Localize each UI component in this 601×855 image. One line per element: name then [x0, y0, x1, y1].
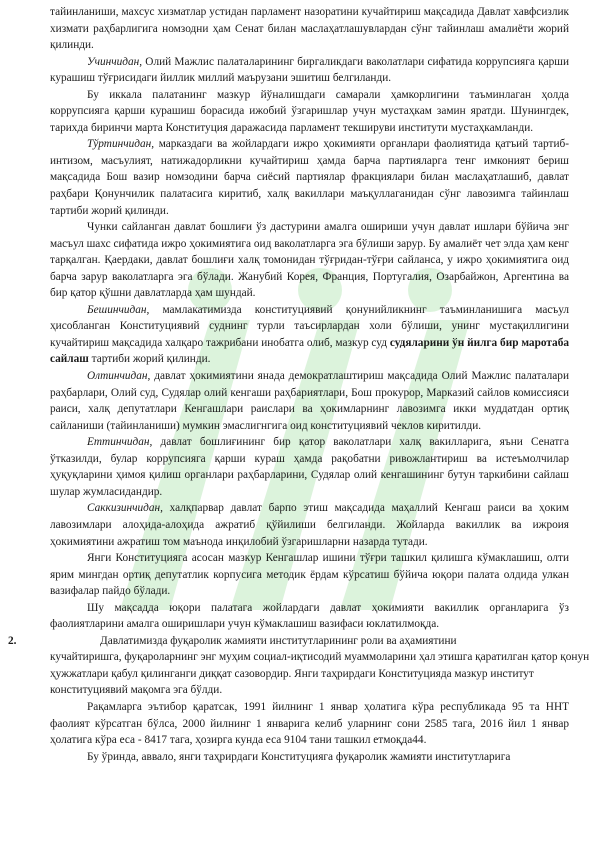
- paragraph: Учинчидан, Олий Мажлис палаталарининг биргаликдаги ваколатлари сифатида коррупсияга қарши курашиш тўғрисидаги йиллик миллий маърузани эшитиш белгиланди.: [50, 55, 569, 85]
- paragraph: Бешинчидан, мамлакатимизда конституциявий қонунийликнинг таъминланишига масъул ҳисобланган Конституциявий суднинг турли таъсирлардан холи бўлиши, унинг мустақиллигини кучайтириш мақсадида халқаро тажрибани инобатга олиб, мазкур суд судяларини ўн йилга бир маротаба сайлаш тартиби жорий қилинди.: [50, 303, 569, 366]
- paragraph: Тўртинчидан, марказдаги ва жойлардаги ижро ҳокимияти органлари фаолиятида қатъий тартиб-интизом, масъулият, натижадорликни кучайтириш ҳамда барча партияларга тенг имконият бериш мақсадида Бош вазир номзодини барча сиёсий партиялар фракциялари билан маслаҳатлашиб, давлат раҳбари Қонунчилик палатасига киритиб, халқ вакиллари маъқуллаганидан сўнг лавозимга тайинлаш тартиби жорий қилинди.: [50, 138, 569, 217]
- paragraph: тайинланиши, махсус хизматлар устидан парламент назоратини кучайтириш мақсадида Давлат хавфсизлик хизмати раҳбарлигига номзодни ҳам Сенат билан маслаҳатлашувлардан сўнг тайинлаш амалиёти жорий қилинди.: [50, 6, 569, 52]
- paragraph: Бу ўринда, аввало, янги таҳрирдаги Конституцияга фуқаролик жамияти институтларига: [87, 750, 511, 763]
- paragraph-lead: Тўртинчидан,: [87, 138, 155, 151]
- paragraph-lead: Еттинчидан,: [87, 436, 153, 449]
- section-heading: [8, 633, 569, 650]
- paragraph: Бу иккала палатанинг мазкур йўналишдаги самарали ҳамкорлигини таъминлаган ҳолда коррупсияга қарши курашиш борасида ижобий ўзгаришлар учун мустаҳкам замин яратди. Шунингдек, тарихда биринчи марта Конституция даражасида парламент текшируви институти мустаҳкамланди.: [50, 88, 569, 134]
- bold-emphasis: судяларини ўн йилга бир маротаба сайлаш: [50, 336, 569, 366]
- paragraph-lead: Бешинчидан,: [87, 303, 150, 316]
- paragraph: Янги Конституцияга асосан мазкур Кенгашлар ишини тўғри ташкил қилишга кўмаклашиш, олти ярим мингдан ортиқ депутатлик корпусига методик ёрдам кўрсатиш бўйича юқори палата олдида улкан вазифалар пайдо бўлади.: [50, 552, 569, 598]
- paragraph-lead: Саккизинчидан,: [87, 502, 163, 515]
- paragraph: Саккизинчидан, халқпарвар давлат барпо этиш мақсадида маҳаллий Кенгаш раиси ва ҳоким лавозимлари алоҳида-алоҳида ажратиб қўйилиши белгиланди. Жойларда вакиллик ва ижроия ҳокимиятини ажратиш том маънода инқилобий ўзгаришларни назарда тутади.: [50, 502, 569, 548]
- paragraph-lead: Олтинчидан,: [87, 370, 151, 383]
- paragraph: Еттинчидан, давлат бошлиғининг бир қатор ваколатлари халқ вакилларига, яъни Сенатга ўтказилди, булар коррупсияга қарши кураш ҳамда рақобатни ривожлантириш ва истеъмолчилар ҳуқуқларини ҳимоя қилиш органлари раҳбарларини, Судялар олий кенгашининг бутун таркибини сайлаш шулар жумласидандир.: [50, 436, 569, 498]
- paragraph: Чунки сайланган давлат бошлиғи ўз дастурини амалга ошириши учун давлат ишлари бўйича энг масъул шахс сифатида ижро ҳокимиятига оид ваколатларга эга бўлиши зарур. Бу амалиёт чет элда ҳам кенг тарқалган. Қаердаки, давлат бошлиғи халқ томонидан тўғридан-тўғри сайланса, у ижро ҳокимиятига оид барча зарур ваколатларга эга бўлади. Жанубий Корея, Франция, Португалия, Озарбайжон, Аргентина ва бир қатор қўшни давлатларда ҳам шундай.: [50, 221, 569, 300]
- paragraph-lead: Учинчидан,: [87, 55, 143, 68]
- paragraph: кучайтиришга, фуқароларнинг энг муҳим социал-иқтисодий муаммоларини ҳал этишга қаратилган қатор қонун ҳужжатлари қабул қилинганги диққат сазовордир. Янги таҳрирдаги Конституцияда мазкур институт конституциявий мақомга эга бўлди.: [50, 651, 590, 697]
- document-body: [8, 4, 590, 765]
- section-title: Давлатимизда фуқаролик жамияти институтларининг роли ва аҳамиятини: [100, 634, 457, 647]
- paragraph: Шу мақсадда юқори палатага жойлардаги давлат ҳокимияти вакиллик органларига ўз фаолиятларини амалга оширишлари учун кўмаклашиш вазифаси юклатилмоқда.: [50, 601, 569, 631]
- section-number: 2.: [8, 634, 17, 647]
- paragraph: Рақамларга эътибор қаратсак, 1991 йилнинг 1 январ ҳолатига кўра республикада 95 та ННТ фаолият кўрсатган бўлса, 2000 йилнинг 1 январига келиб уларнинг сони 2585 тага, 2016 йил 1 январ ҳолатига кўра еса - 8417 тага, ҳозирга кунда еса 9104 тани ташкил етмоқда44.: [50, 700, 569, 747]
- paragraph: Олтинчидан, давлат ҳокимиятини янада демократлаштириш мақсадида Олий Мажлис палаталари раҳбарлари, Олий суд, Судялар олий кенгаши раҳбариятлари, Бош прокурор, Марказий сайлов комиссияси раиси, халқ депутатлари Кенгашлари раислари ва ҳокимларнинг лавозимга икки муддатдан ортиқ сайланиши (тайинланиши) мумкин эмаслигнгига оид конституциявий чеклов киритилди.: [50, 370, 569, 432]
